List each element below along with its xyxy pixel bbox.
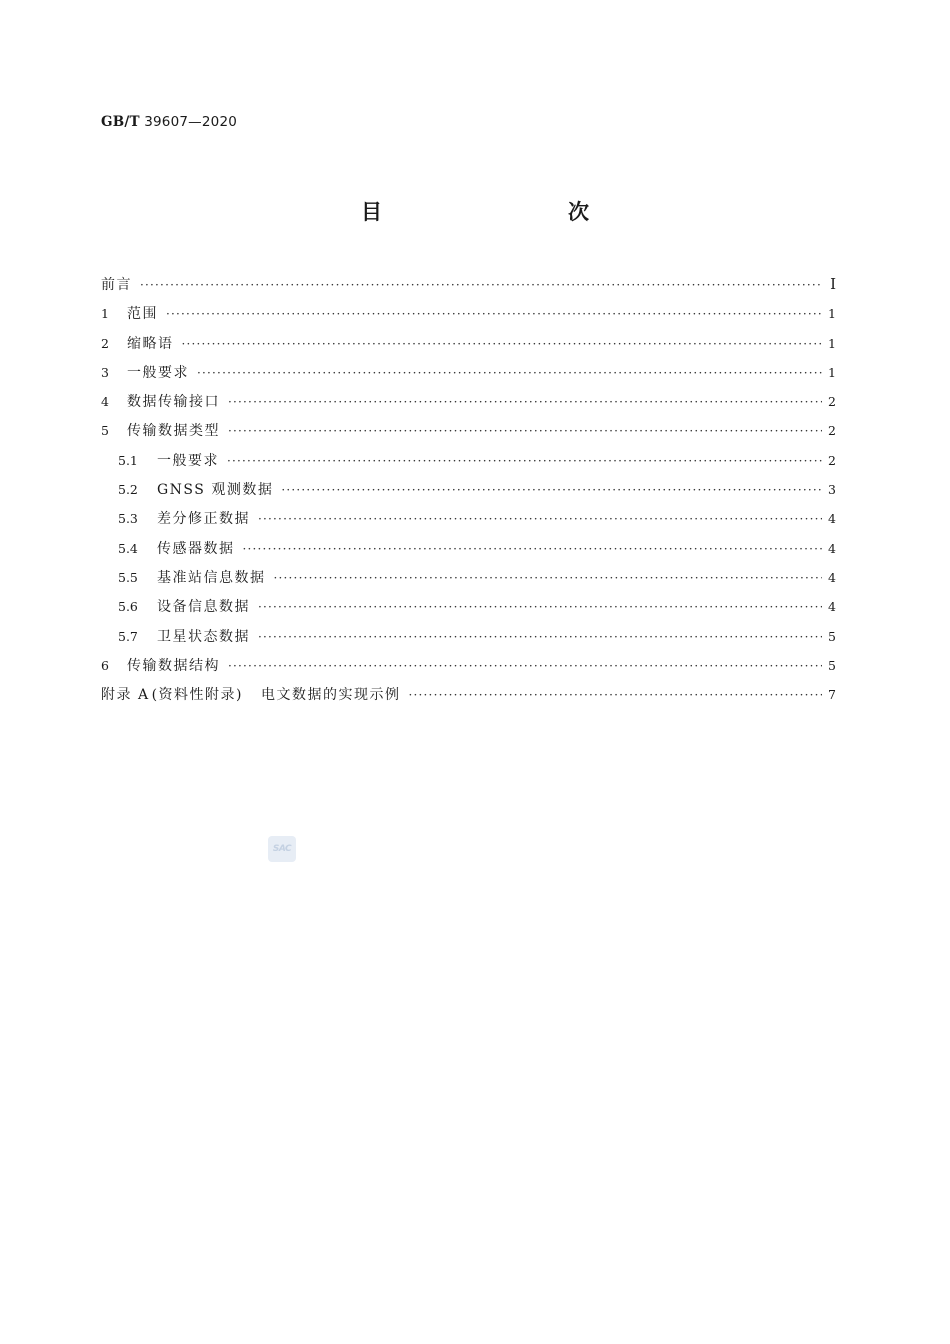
dot-leader [274,564,823,593]
toc-entry-page: 2 [828,423,836,439]
toc-entry-number: 5.3 [118,511,138,527]
dot-leader [409,681,823,710]
toc-entry-page: 1 [828,335,836,351]
toc-entry-page: 1 [828,306,836,322]
toc-entry-5-6[interactable] [101,592,836,621]
dot-leader [140,271,822,300]
toc-entry-number: 6 [101,657,109,673]
toc-entry-page: 4 [828,511,836,527]
toc-entry-5-7[interactable] [101,622,836,651]
toc-entry-number: 2 [101,335,109,351]
toc-entry-number: 1 [101,306,109,322]
dot-leader [228,417,822,446]
toc-entry-page: 2 [828,452,836,468]
dot-leader [228,652,822,681]
toc-entry-page: 2 [828,394,836,410]
toc-entry-number: 5.1 [118,452,138,468]
toc-entry-data-structure[interactable] [101,651,836,680]
sac-watermark-logo: SAC [268,836,296,862]
toc-entry-page: 1 [828,364,836,380]
annex-type: (资料性附录) [151,687,243,704]
toc-entry-data-types[interactable] [101,416,836,445]
toc-entry-label: 一般要求 [157,452,219,469]
toc-entry-page: 4 [828,569,836,585]
dot-leader [281,476,822,505]
toc-entry-number: 5.2 [118,482,138,498]
toc-entry-page: 5 [828,657,836,673]
toc-entry-label: 传输数据类型 [127,423,220,440]
dot-leader [243,535,823,564]
dot-leader [197,359,822,388]
toc-entry-scope[interactable] [101,299,836,328]
toc-entry-number: 5.7 [118,628,138,644]
toc-entry-page: 3 [828,482,836,498]
toc-entry-annex-a[interactable] [101,680,836,709]
dot-leader [258,505,822,534]
toc-entry-5-5[interactable] [101,563,836,592]
page-title: 目 次 [361,200,637,224]
dot-leader [182,330,823,359]
standard-code-number: 39607—2020 [144,114,238,130]
toc-entry-number: 5.4 [118,540,138,556]
dot-leader [258,623,822,652]
toc-entry-number: 3 [101,364,109,380]
toc-entry-label: 一般要求 [127,364,189,381]
dot-leader [258,593,822,622]
toc-entry-label: GNSS 观测数据 [157,482,274,499]
toc-entry-general-requirements[interactable] [101,358,836,387]
toc-entry-page: 5 [828,628,836,644]
toc-entry-page: 7 [828,687,836,703]
toc-entry-foreword[interactable] [101,270,836,299]
toc-entry-data-interface[interactable] [101,387,836,416]
toc-entry-page: 4 [828,540,836,556]
toc-entry-number: 5.5 [118,569,138,585]
toc-entry-label: 范围 [127,306,158,323]
standard-code-prefix: GB/T [101,114,140,130]
dot-leader [227,447,822,476]
toc-entry-page: Ⅰ [830,275,836,293]
toc-entry-number: 附录 A [101,687,150,704]
toc-entry-label: 传输数据结构 [127,657,220,674]
toc-entry-label: 缩略语 [127,335,174,352]
toc-entry-5-4[interactable] [101,534,836,563]
toc-entry-page: 4 [828,599,836,615]
toc-entry-5-3[interactable] [101,504,836,533]
toc-entry-label: 设备信息数据 [157,599,250,616]
dot-leader [228,388,822,417]
toc-entry-label: 传感器数据 [157,540,235,557]
standard-code [101,114,237,130]
toc-entry-label: 卫星状态数据 [157,628,250,645]
toc-entry-number: 4 [101,394,109,410]
toc-entry-number: 5.6 [118,599,138,615]
toc-entry-label: 基准站信息数据 [157,569,266,586]
toc-entry-number: 5 [101,423,109,439]
toc-entry-label: 数据传输接口 [127,394,220,411]
toc-entry-label: 电文数据的实现示例 [261,687,401,704]
table-of-contents [101,270,836,709]
toc-entry-label: 前言 [101,277,132,293]
toc-entry-abbreviations[interactable] [101,329,836,358]
toc-entry-5-1[interactable] [101,446,836,475]
toc-entry-5-2[interactable] [101,475,836,504]
toc-entry-label: 差分修正数据 [157,511,250,528]
dot-leader [166,300,822,329]
